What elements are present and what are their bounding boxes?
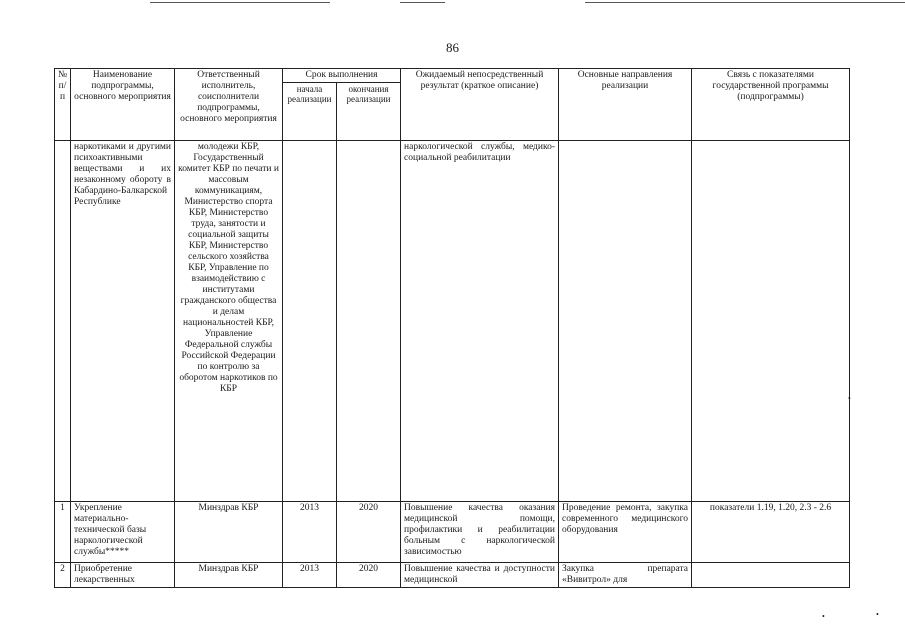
cell-name: Укрепление материально-технической базы наркологической службы***** (71, 502, 175, 563)
cell-end: 2020 (337, 502, 401, 563)
cell-num: 2 (55, 563, 71, 588)
header-term-end: окончания реализации (337, 83, 401, 141)
cell-start: 2013 (283, 502, 337, 563)
scan-speck: • (876, 610, 879, 619)
cell-start (283, 141, 337, 502)
program-table (54, 68, 850, 588)
cell-responsible: Минздрав КБР (175, 502, 283, 563)
cell-result: Повышение качества и доступности медицинской (401, 563, 559, 588)
cell-result: Повышение качества оказания медицинской помощи, профилактики и реабилитации больным с наркологической зависимостью (401, 502, 559, 563)
header-row (55, 69, 850, 83)
cell-responsible: Минздрав КБР (175, 563, 283, 588)
table-row (55, 502, 850, 563)
cell-link: показатели 1.19, 1.20, 2.3 - 2.6 (692, 502, 850, 563)
scan-speck: • (848, 394, 851, 403)
cell-directions (559, 141, 692, 502)
cell-result: наркологической службы, медико-социальной реабилитации (401, 141, 559, 502)
header-directions: Основные направления реализации (559, 69, 692, 141)
table-row (55, 141, 850, 502)
table-row (55, 563, 850, 588)
header-result: Ожидаемый непосредственный результат (краткое описание) (401, 69, 559, 141)
scan-top-line-middle (400, 2, 445, 3)
cell-num (55, 141, 71, 502)
cell-end (337, 141, 401, 502)
scan-speck: • (822, 612, 825, 621)
scan-top-line-left (150, 2, 330, 3)
cell-directions: Закупка препарата «Вивитрол» для (559, 563, 692, 588)
page-number: 86 (446, 40, 459, 55)
cell-directions: Проведение ремонта, закупка современного медицинского оборудования (559, 502, 692, 563)
cell-link (692, 141, 850, 502)
header-responsible: Ответственный исполнитель, соисполнители подпрограммы, основного мероприятия (175, 69, 283, 141)
cell-num: 1 (55, 502, 71, 563)
cell-responsible: молодежи КБР, Государственный комитет КБР по печати и массовым коммуникациям, Министерство спорта КБР, Министерство труда, занятости и социальной защиты КБР, Министерство сельского хозяйства КБР, Управление по взаимодействию с институтами гражданского общества и делам национальностей КБР, Управление Федеральной службы Российской Федерации по контролю за оборотом наркотиков по КБР (175, 141, 283, 502)
cell-start: 2013 (283, 563, 337, 588)
cell-name: наркотиками и другими психоактивными веществами и их незаконному обороту в Кабардино-Балкарской Республике (71, 141, 175, 502)
header-link: Связь с показателями государственной программы (подпрограммы) (692, 69, 850, 141)
cell-name: Приобретение лекарственных (71, 563, 175, 588)
header-name: Наименование подпрограммы, основного мероприятия (71, 69, 175, 141)
header-num: № п/п (55, 69, 71, 141)
cell-end: 2020 (337, 563, 401, 588)
header-term: Срок выполнения (283, 69, 401, 83)
header-term-start: начала реализации (283, 83, 337, 141)
cell-link (692, 563, 850, 588)
scan-top-line-right (585, 2, 905, 3)
